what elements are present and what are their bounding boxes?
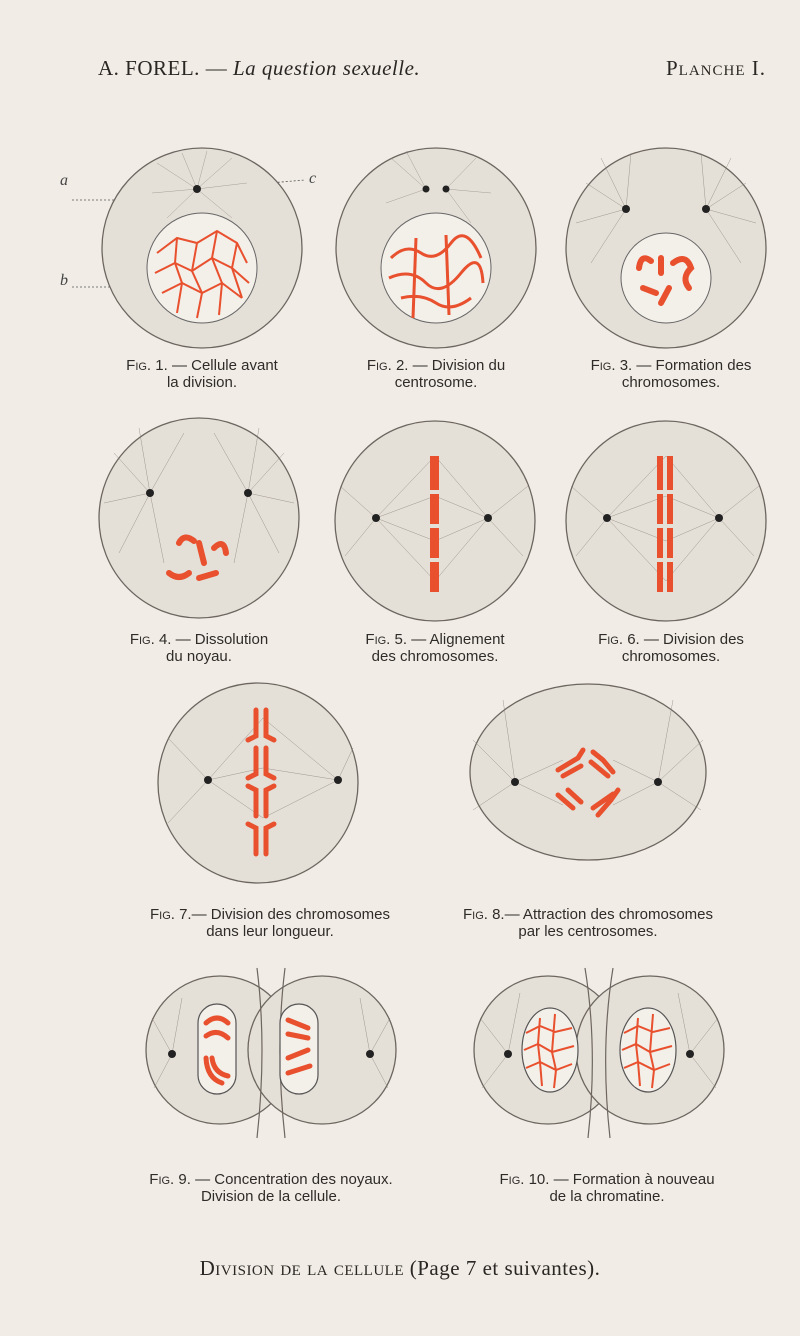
fig6-diagram xyxy=(561,416,771,626)
fig2-caption-line2: centrosome. xyxy=(394,374,478,391)
centrosome-dot-right xyxy=(366,1050,374,1058)
centrosome-dot-right xyxy=(484,514,492,522)
centrosome-dot-right xyxy=(244,489,252,497)
fig2-number: Fig. 2. xyxy=(366,357,409,374)
nucleus xyxy=(621,233,711,323)
fig3-caption-line1: — Formation des xyxy=(636,357,752,374)
chromosome xyxy=(430,456,439,490)
fig8-diagram xyxy=(463,680,713,865)
fig5-caption-line1: — Alignement xyxy=(411,631,505,648)
fig3-caption xyxy=(561,357,781,391)
fig6-number: Fig. 6. xyxy=(598,631,640,648)
footer-page-ref: (Page 7 et suivantes). xyxy=(409,1256,601,1280)
centrosome-dot-left xyxy=(622,205,630,213)
fig5-caption-line2: des chromosomes. xyxy=(371,648,499,665)
fig1-diagram xyxy=(97,143,307,353)
centrosome-dot-left xyxy=(372,514,380,522)
fig6-caption xyxy=(561,631,781,665)
centrosome-dot-left xyxy=(204,776,212,784)
fig1-caption-line1: — Cellule avant xyxy=(171,357,278,374)
author-name: A. FOREL. xyxy=(98,56,200,80)
fig1-number: Fig. 1. xyxy=(126,357,168,374)
centrosome-dot-left xyxy=(423,186,430,193)
chromosome xyxy=(430,528,439,558)
fig6-caption-line2: chromosomes. xyxy=(621,648,721,665)
nucleus xyxy=(381,213,491,323)
centrosome-dot-left xyxy=(168,1050,176,1058)
fig7-diagram xyxy=(153,678,363,888)
fig1-caption-line2: la division. xyxy=(166,374,238,391)
label-b: b xyxy=(60,272,68,289)
fig3-number: Fig. 3. xyxy=(590,357,633,374)
centrosome-dot-left xyxy=(504,1050,512,1058)
fig2-diagram xyxy=(331,143,541,353)
centrosome-dot-right xyxy=(686,1050,694,1058)
fig2-caption xyxy=(331,357,541,391)
label-a: a xyxy=(60,172,68,189)
fig8-caption-line2: par les centrosomes. xyxy=(518,923,658,940)
centrosome-dot-left xyxy=(511,778,519,786)
fig3-caption-line2: chromosomes. xyxy=(621,374,721,391)
book-title: La question sexuelle. xyxy=(232,56,421,80)
centrosome-dot-right xyxy=(715,514,723,522)
centrosome-dot-right xyxy=(443,186,450,193)
centrosome-dot-right xyxy=(334,776,342,784)
plate-number: Planche I. xyxy=(666,56,766,80)
label-c: c xyxy=(309,170,317,187)
fig8-number: Fig. 8. xyxy=(462,906,505,923)
chromosome xyxy=(430,562,439,592)
fig10-caption-line2: de la chromatine. xyxy=(549,1188,665,1205)
fig4-caption-line2: du noyau. xyxy=(166,648,232,665)
fig9-number: Fig. 9. xyxy=(149,1171,191,1188)
fig6-caption-line1: — Division des xyxy=(643,631,744,648)
chromosome xyxy=(430,494,439,524)
fig10-diagram xyxy=(470,948,728,1148)
fig4-number: Fig. 4. xyxy=(129,631,172,648)
fig5-diagram xyxy=(330,416,540,626)
fig1-caption xyxy=(97,357,307,391)
fig7-caption xyxy=(140,906,400,940)
fig9-caption-line2: Division de la cellule. xyxy=(200,1188,342,1205)
fig7-number: Fig. 7. xyxy=(149,906,192,923)
nucleus-right xyxy=(280,1004,318,1094)
footer-title: Division de la cellule xyxy=(199,1256,404,1280)
fig4-diagram xyxy=(94,413,304,623)
fig8-caption-line1: — Attraction des chromosomes xyxy=(504,906,714,923)
centrosome-dot xyxy=(193,185,201,193)
fig9-caption xyxy=(136,1171,406,1205)
fig4-caption-line1: — Dissolution xyxy=(175,631,269,648)
fig10-number: Fig. 10. xyxy=(499,1171,550,1188)
centrosome-dot-right xyxy=(654,778,662,786)
fig3-diagram xyxy=(561,143,771,353)
fig7-caption-line1: — Division des chromosomes xyxy=(191,906,391,923)
fig5-caption xyxy=(330,631,540,665)
plate-footer xyxy=(0,1256,800,1281)
fig10-caption xyxy=(472,1171,742,1205)
fig9-caption-line1: — Concentration des noyaux. xyxy=(195,1171,393,1188)
fig4-caption xyxy=(94,631,304,665)
fig9-diagram xyxy=(142,948,400,1148)
fig2-caption-line1: — Division du xyxy=(412,357,506,374)
centrosome-dot-right xyxy=(702,205,710,213)
centrosome-dot-left xyxy=(603,514,611,522)
fig8-caption xyxy=(448,906,728,940)
centrosome-dot-left xyxy=(146,489,154,497)
fig5-number: Fig. 5. xyxy=(365,631,408,648)
fig7-caption-line2: dans leur longueur. xyxy=(206,923,334,940)
header-dash: — xyxy=(205,56,228,80)
fig10-caption-line1: — Formation à nouveau xyxy=(553,1171,715,1188)
